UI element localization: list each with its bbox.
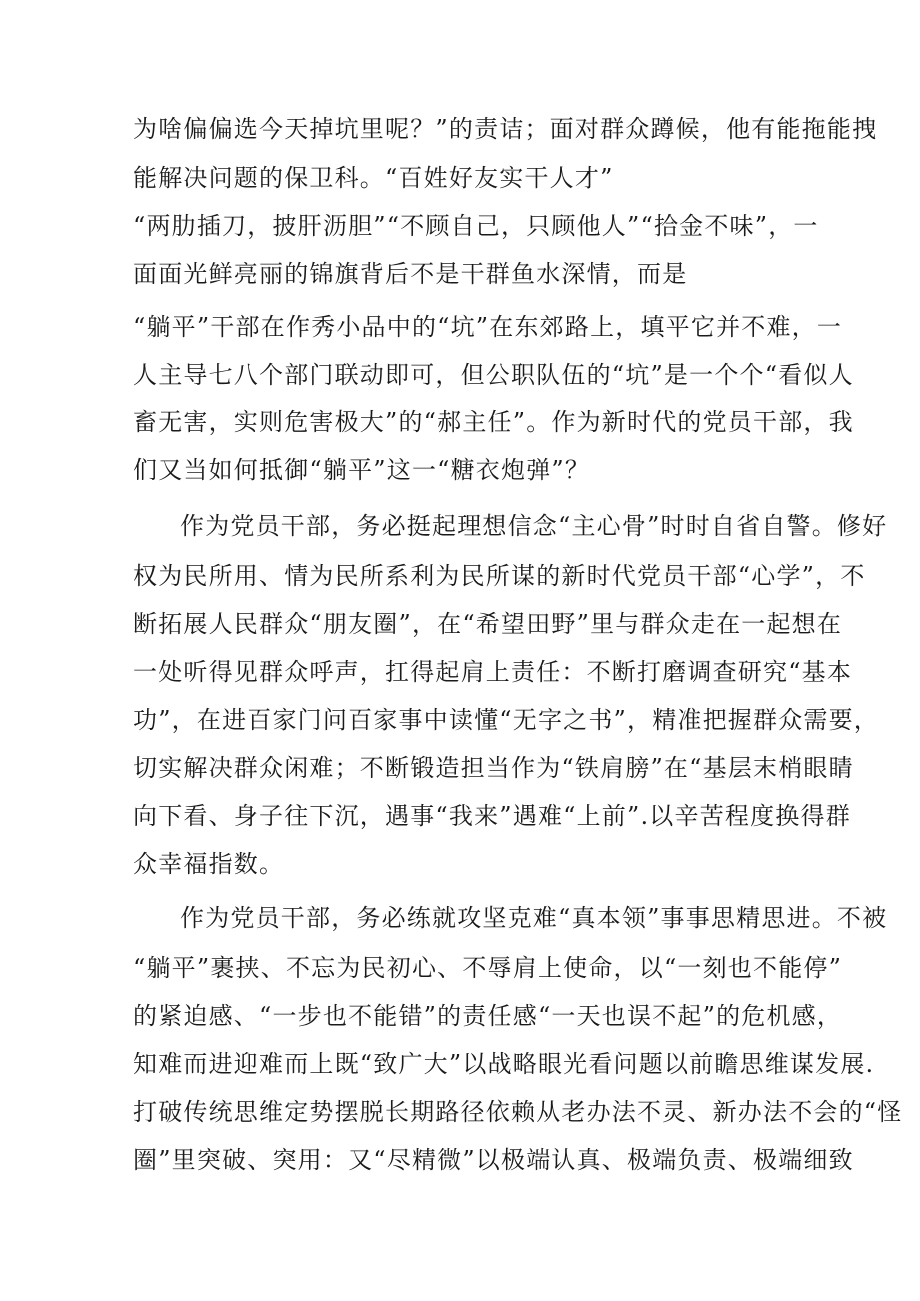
text-line: “躺平”裹挟、不忘为民初心、不辱肩上使命，以“一刻也不能停” (133, 954, 843, 982)
text-line: 为啥偏偏选今天掉坑里呢？”的责诘；面对群众蹲候，他有能拖能拽 (133, 115, 878, 143)
text-line: 功”，在进百家门问百家事中读懂“无字之书”，精准把握群众需要， (133, 706, 880, 734)
text-line: 的紧迫感、“一步也不能错”的责任感“一天也误不起”的危机感， (133, 1002, 843, 1030)
text-line: 人主导七八个部门联动即可，但公职队伍的“坑”是一个个“看似人 (133, 361, 854, 389)
text-line: 向下看、身子往下沉，遇事“我来”遇难“上前”.以辛苦程度换得群 (133, 802, 851, 830)
text-line: “躺平”干部在作秀小品中的“坑”在东郊路上，填平它并不难，一 (133, 313, 843, 341)
text-line: 圈”里突破、突用：又“尽精微”以极端认真、极端负责、极端细致 (133, 1146, 854, 1174)
text-line: 众幸福指数。 (133, 850, 285, 878)
text-line: 能解决问题的保卫科。“百姓好友实干人才” (133, 164, 614, 192)
paragraph-first-line: 作为党员干部，务必练就攻坚克难“真本领”事事思精思进。不被 (180, 904, 888, 932)
text-line: 们又当如何抵御“躺平”这一“糖衣炮弹”？ (133, 456, 591, 484)
text-line: 面面光鲜亮丽的锦旗背后不是干群鱼水深情，而是 (133, 260, 688, 288)
text-line: “两肋插刀，披肝沥胆”“不顾自己，只顾他人”“拾金不味”，一 (133, 212, 819, 240)
text-line: 切实解决群众闲难；不断锻造担当作为“铁肩膀”在“基层末梢眼睛 (133, 754, 854, 782)
paragraph-first-line: 作为党员干部，务必挺起理想信念“主心骨”时时自省自警。修好 (180, 512, 888, 540)
text-line: 一处听得见群众呼声，扛得起肩上责任：不断打磨调查研究“基本 (133, 658, 853, 686)
text-line: 打破传统思维定势摆脱长期路径依赖从老办法不灵、新办法不会的“怪 (133, 1098, 903, 1126)
text-line: 知难而进迎难而上既“致广大”以战略眼光看问题以前瞻思维谋发展. (133, 1050, 875, 1078)
text-line: 权为民所用、情为民所系利为民所谋的新时代党员干部“心学”，不 (133, 562, 866, 590)
text-line: 畜无害，实则危害极大”的“郝主任”。作为新时代的党员干部，我 (133, 408, 854, 436)
text-line: 断拓展人民群众“朋友圈”，在“希望田野”里与群众走在一起想在 (133, 610, 843, 638)
